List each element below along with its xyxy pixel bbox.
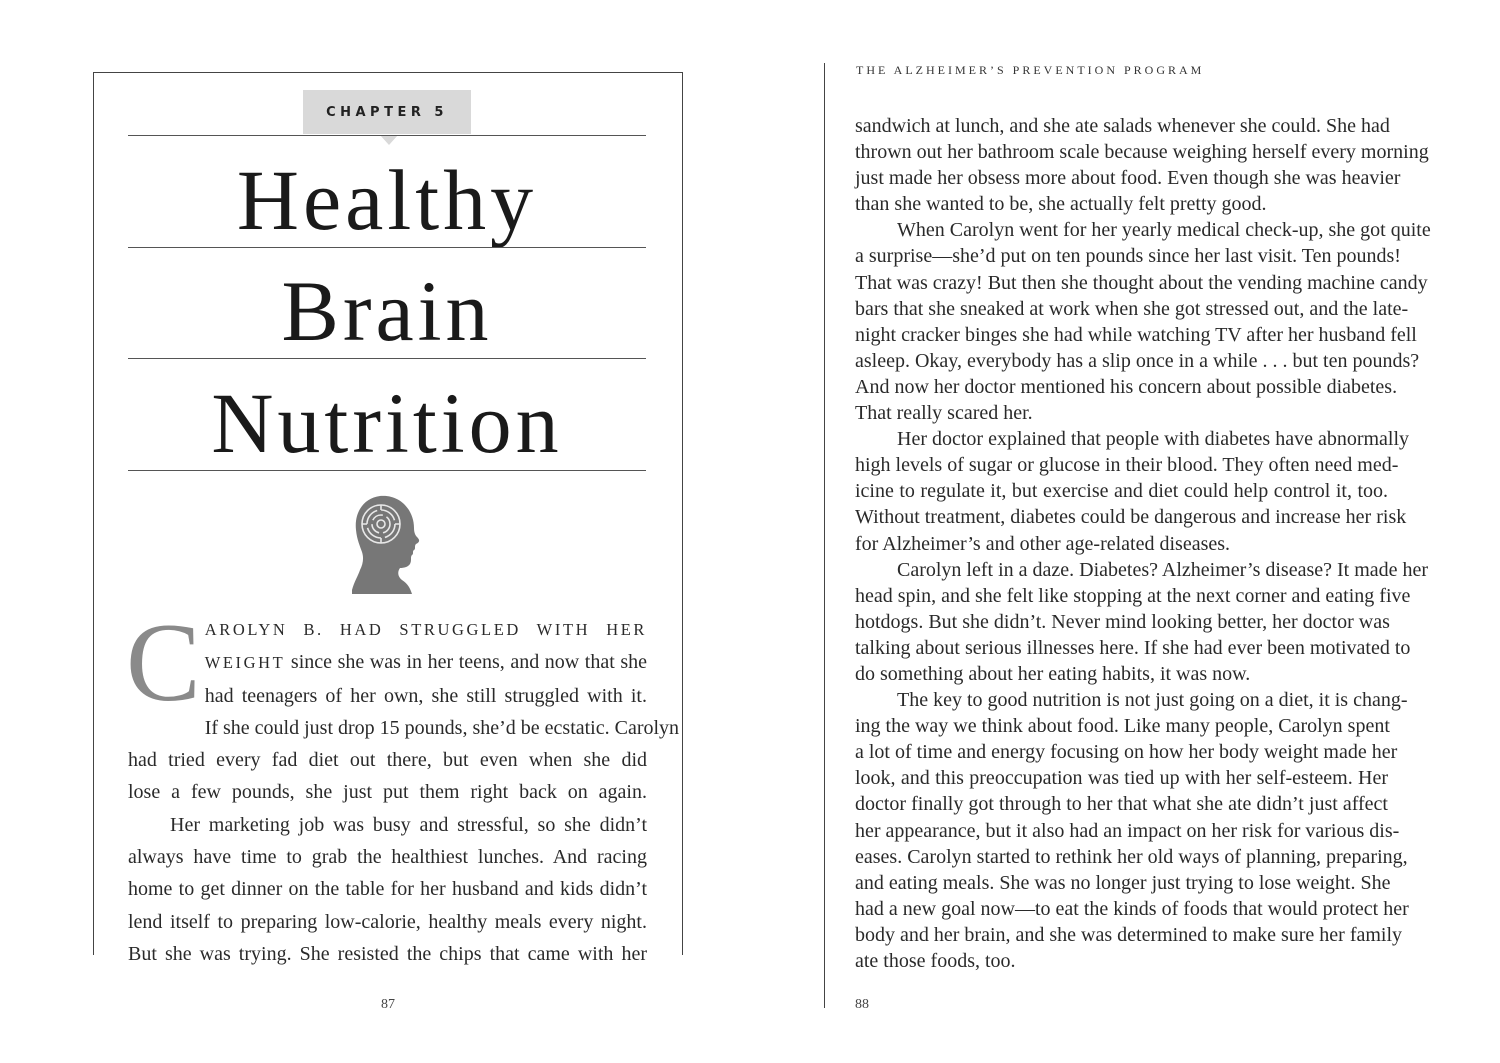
paragraph [855, 557, 1429, 687]
body-line: lose a few pounds, she just put them right back on again. [128, 781, 647, 804]
title-rule [128, 247, 646, 248]
body-line: That was crazy! But then she thought about the vending machine candy [855, 271, 1428, 294]
running-head: THE ALZHEIMER’S PREVENTION PROGRAM [856, 63, 1205, 77]
body-line: night cracker binges she had while watching TV after her husband fell [855, 323, 1417, 346]
smallcaps-word: WEIGHT [204, 653, 286, 673]
body-line: for Alzheimer’s and other age-related diseases. [855, 532, 1231, 555]
title-rule [128, 470, 646, 471]
body-line: But she was trying. She resisted the chips that came with her [128, 942, 647, 965]
drop-cap: C [126, 601, 201, 725]
body-line: talking about serious illnesses here. If she had ever been motivated to [855, 636, 1411, 659]
body-line: just made her obsess more about food. Even though she was heavier [855, 167, 1401, 190]
body-line: ate those foods, too. [855, 950, 1016, 972]
body-line-text: since she was in her teens, and now that she [285, 651, 647, 674]
chapter-title-line-2: Brain [281, 263, 493, 359]
body-line: always have time to grab the healthiest lunches. And racing [128, 846, 647, 869]
body-line: lend itself to preparing low-calorie, healthy meals every night. [128, 910, 647, 933]
page-number-right: 88 [855, 997, 869, 1012]
body-line: bars that she sneaked at work when she got stressed out, and the late- [855, 297, 1409, 320]
body-line: doctor finally got through to her that what she ate didn’t just affect [855, 793, 1388, 816]
body-line: asleep. Okay, everybody has a slip once in a while . . . but ten pounds? [855, 349, 1420, 372]
body-line: had a new goal now—to eat the kinds of foods that would protect her [855, 897, 1409, 920]
body-line: That really scared her. [855, 402, 1033, 425]
body-line: thrown out her bathroom scale because weighing herself every morning [855, 141, 1429, 164]
body-line: home to get dinner on the table for her husband and kids didn’t [128, 878, 647, 901]
body-line: sandwich at lunch, and she ate salads whenever she could. She had [855, 115, 1390, 137]
paragraph [855, 426, 1410, 556]
body-line: head spin, and she felt like stopping at the next corner and eating five [855, 584, 1411, 607]
body-line: had teenagers of her own, she still struggled with it. [204, 684, 647, 707]
body-line: look, and this preoccupation was tied up with her self-esteem. Her [855, 767, 1388, 790]
body-line: body and her brain, and she was determined to make sure her family [855, 923, 1403, 946]
body-line: a surprise—she’d put on ten pounds since her last visit. Ten pounds! [855, 245, 1401, 268]
body-line: Her doctor explained that people with diabetes have abnormally [897, 428, 1410, 451]
body-line: Carolyn left in a daze. Diabetes? Alzheimer’s disease? It made her [897, 558, 1429, 581]
body-line: Without treatment, diabetes could be dangerous and increase her risk [855, 506, 1407, 529]
body-line: eases. Carolyn started to rethink her old ways of planning, preparing, [855, 845, 1408, 868]
body-line: her appearance, but it also had an impact on her risk for various dis- [855, 819, 1400, 842]
body-line: ing the way we think about food. Like many people, Carolyn spent [855, 715, 1390, 738]
body-line: And now her doctor mentioned his concern about possible diabetes. [855, 375, 1398, 398]
chapter-opening-text [126, 601, 680, 970]
body-line: icine to regulate it, but exercise and diet could help control it, too. [855, 480, 1388, 503]
title-rule [128, 135, 646, 136]
body-line: When Carolyn went for her yearly medical check-up, she got quite [897, 219, 1431, 242]
chapter-label: CHAPTER 5 [303, 90, 471, 134]
body-line: had tried every fad diet out there, but even when she did [128, 749, 647, 772]
chapter-label-pointer [380, 135, 398, 145]
chapter-title-line-3: Nutrition [211, 375, 563, 471]
page-body-text [855, 113, 1431, 974]
body-line: The key to good nutrition is not just going on a diet, it is chang- [897, 689, 1408, 712]
chapter-title-line-1: Healthy [236, 152, 538, 248]
body-line: high levels of sugar or glucose in their blood. They often need med- [855, 454, 1399, 477]
paragraph [855, 217, 1431, 426]
body-line: a lot of time and energy focusing on how her body weight made her [855, 741, 1398, 764]
body-line: hotdogs. But she didn’t. Never mind looking better, her doctor was [855, 610, 1390, 633]
head-maze-icon [350, 494, 430, 596]
paragraph [855, 687, 1409, 974]
body-line: do something about her eating habits, it was now. [855, 662, 1251, 685]
body-line [128, 646, 647, 679]
margin-rule [824, 63, 825, 1008]
page-number-left: 87 [381, 997, 395, 1012]
paragraph [855, 113, 1429, 217]
title-rule [128, 358, 646, 359]
body-line: and eating meals. She was no longer just trying to lose weight. She [855, 871, 1391, 894]
body-line: AROLYN B. HAD STRUGGLED WITH HER [204, 620, 647, 639]
body-line: If she could just drop 15 pounds, she’d be ecstatic. Carolyn [204, 716, 680, 739]
body-line: than she wanted to be, she actually felt pretty good. [855, 193, 1267, 216]
body-line: Her marketing job was busy and stressful, so she didn’t [170, 813, 647, 836]
